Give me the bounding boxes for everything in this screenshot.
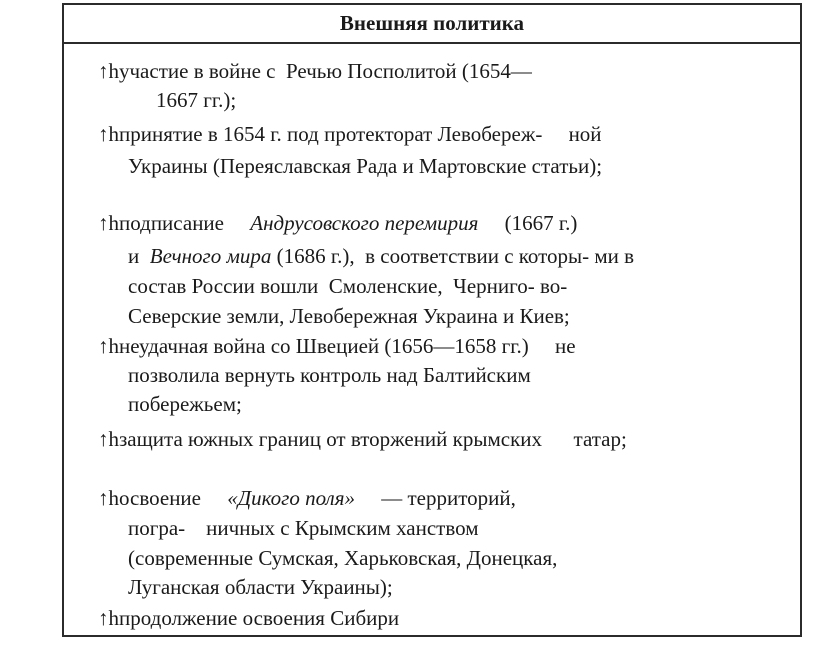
- text-line: погра- ничных с Крымским ханством: [128, 516, 479, 540]
- text-line: состав России вошли Смоленские, Черниго- во-: [128, 274, 568, 298]
- text-line: Северские земли, Левобережная Украина и Киев;: [128, 304, 570, 328]
- text-line: Луганская области Украины);: [128, 575, 393, 599]
- text-line: (современные Сумская, Харьковская, Донецкая,: [128, 546, 558, 570]
- foreign-policy-table: [62, 3, 802, 637]
- text-line: и Вечного мира (1686 г.), в соответствии с которы- ми в: [128, 244, 635, 268]
- text-line: побережьем;: [128, 392, 242, 416]
- text-line: ↑hнеудачная война со Швецией (1656—1658 гг.) не: [98, 334, 576, 358]
- text-line: позволила вернуть контроль над Балтийским: [128, 363, 531, 387]
- text-line: ↑hзащита южных границ от вторжений крымских татар;: [98, 427, 627, 451]
- text-line: ↑hподписание Андрусовского перемирия (1667 г.): [98, 211, 578, 235]
- text-line: ↑hучастие в войне с Речью Посполитой (1654—: [98, 59, 532, 83]
- text-line: 1667 гг.);: [156, 88, 237, 112]
- text-line: ↑hпродолжение освоения Сибири: [98, 606, 400, 630]
- text-line: Украины (Переяславская Рада и Мартовские статьи);: [128, 154, 603, 178]
- table-header: Внешняя политика: [64, 5, 800, 44]
- text-line: ↑hпринятие в 1654 г. под протекторат Левобереж- ной: [98, 122, 602, 146]
- text-line: ↑hосвоение «Дикого поля» — территорий,: [98, 486, 516, 510]
